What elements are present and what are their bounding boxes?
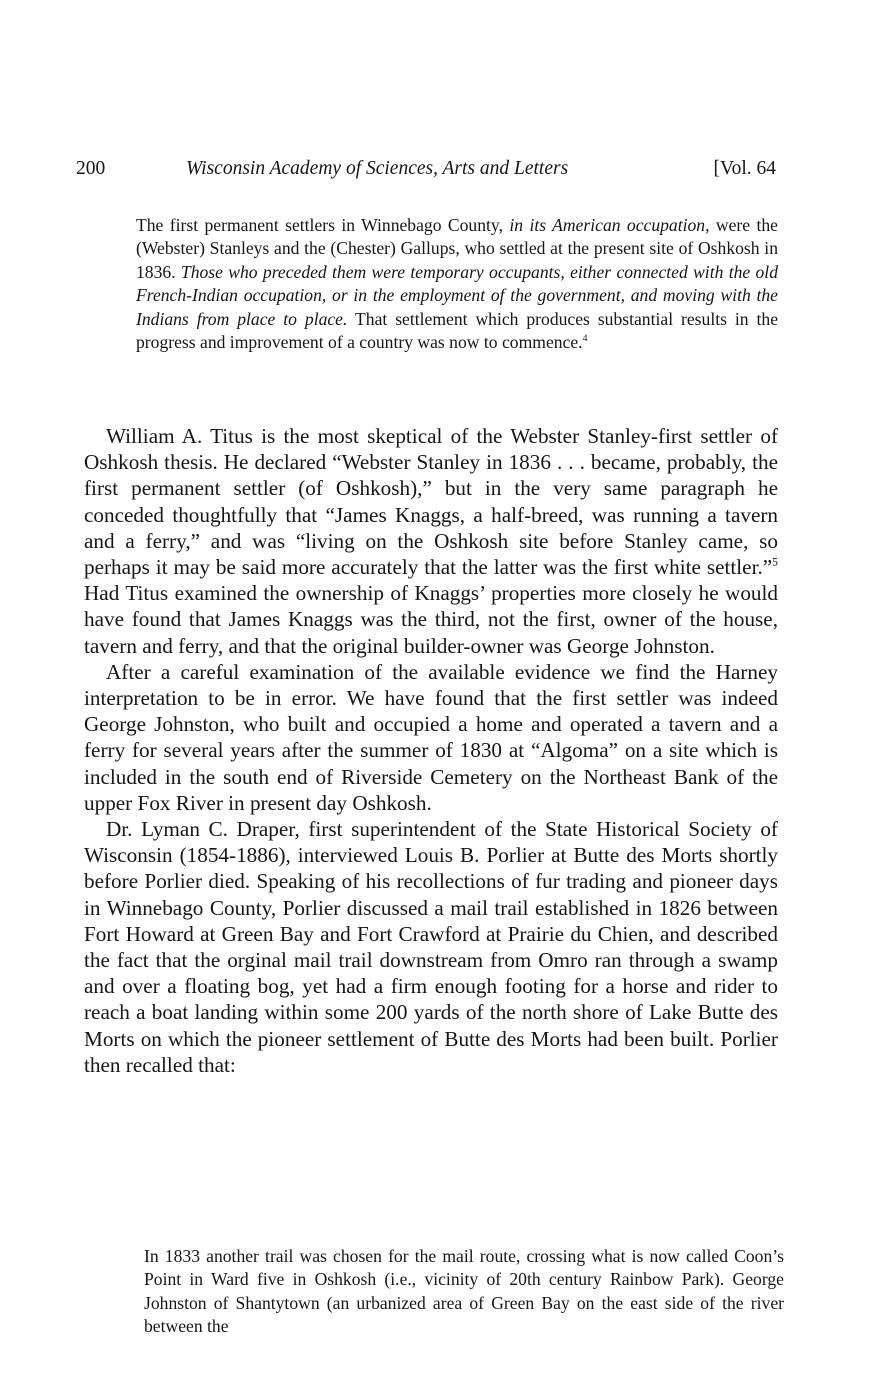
body-text — [84, 423, 778, 1078]
paragraph-titus — [84, 423, 778, 659]
page-header — [76, 158, 776, 188]
block-quote-mail-route: In 1833 another trail was chosen for the mail route, crossing what is now called Coon’s Point in Ward five in Oshkosh (i.e., vicinity of 20th century Rainbow Park). George Johnston of Shantytown (an urbanized area of Green Bay on the east side of the river between the — [144, 1246, 784, 1337]
paragraph-text: William A. Titus is the most skeptical of the Webster Stanley-first settler of Oshkosh thesis. He declared “Webster Stanley in 1836 . . . became, probably, the first permanent settler (of Oshkosh),” but in the very same paragraph he conceded thoughtfully that “James Knaggs, a half-breed, was running a tavern and a ferry,” and was “living on the Oshkosh site before Stanley came, so perhaps it may be said more accurately that the latter was the first white settler.” — [84, 424, 778, 580]
paragraph-draper: Dr. Lyman C. Draper, first superintendent of the State Historical Society of Wisconsin (1854-1886), interviewed Louis B. Porlier at Butte des Morts shortly before Porlier died. Speaking of his recollections of fur trading and pioneer days in Winnebago County, Porlier discussed a mail trail established in 1826 between Fort Howard at Green Bay and Fort Crawford at Prairie du Chien, and described the fact that the orginal mail trail downstream from Omro ran through a swamp and over a floating bog, yet had a firm enough footing for a horse and rider to reach a boat landing within some 200 yards of the north shore of Lake Butte des Morts on which the pioneer settlement of Butte des Morts had been built. Porlier then recalled that: — [84, 817, 778, 1077]
footnote-marker: 5 — [772, 555, 778, 569]
quote-italic-text: in its American occupation, — [509, 215, 710, 235]
footnote-marker: 4 — [582, 332, 588, 344]
paragraph-text: Had Titus examined the ownership of Knaggs’ properties more closely he would have found that James Knaggs was the third, not the first, owner of the house, tavern and ferry, and that the original builder-owner was George Johnston. — [84, 581, 778, 658]
quote-italic-text: Those who preceded them were temporary occupants, either connected with the old French-Indian occupation, or in the employment of the government, and moving with the Indians from place to place. — [136, 261, 778, 329]
volume-number: [Vol. 64 — [713, 158, 776, 179]
quote-text: The first permanent settlers in Winnebago County, — [136, 215, 510, 235]
page-number: 200 — [76, 158, 106, 179]
quote-text: That settlement which produces substantial results in the progress and improvement of a country was now to commence. — [136, 308, 779, 353]
journal-title: Wisconsin Academy of Sciences, Arts and Letters — [186, 158, 569, 179]
quote-text: were the (Webster) Stanleys and the (Chester) Gallups, who settled at the present site of Oshkosh in 1836. — [136, 215, 778, 282]
block-quote-settlers — [136, 214, 778, 354]
paragraph-harney: After a careful examination of the available evidence we find the Harney interpretation to be in error. We have found that the first settler was indeed George Johnston, who built and occupied a home and operated a tavern and a ferry for several years after the summer of 1830 at “Algoma” on a site which is included in the south end of Riverside Cemetery on the Northeast Bank of the upper Fox River in present day Oshkosh. — [84, 659, 778, 815]
